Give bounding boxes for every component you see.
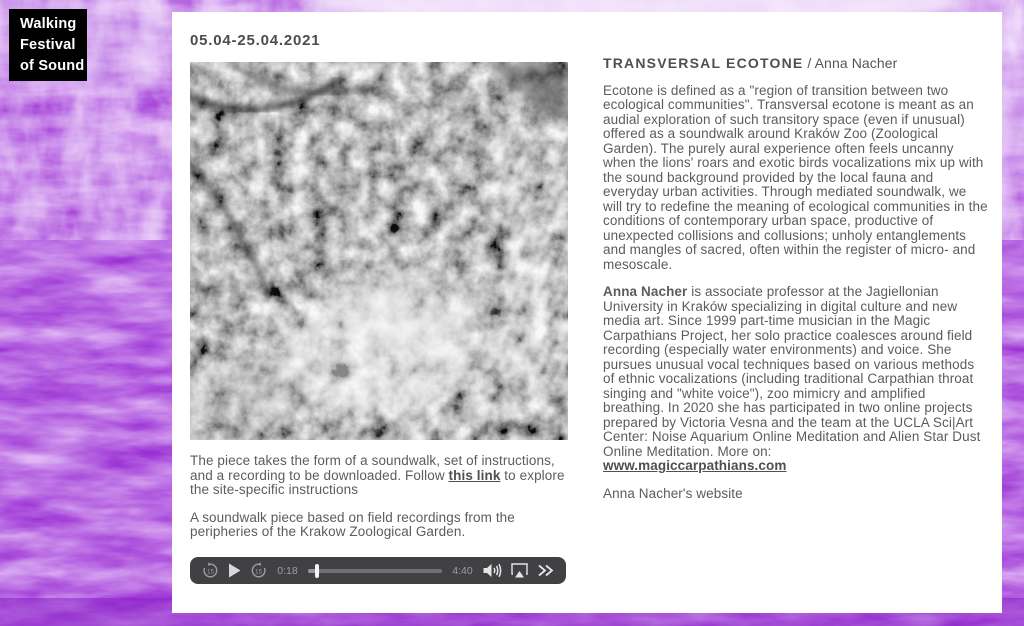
skip-back-15-label: 15 [207, 568, 214, 576]
logo-line-1: Walking [20, 16, 77, 32]
right-description [603, 56, 989, 501]
site-instructions-link[interactable]: this link [448, 467, 501, 483]
bio-paragraph [603, 285, 989, 474]
piece-title: TRANSVERSAL ECOTONE [603, 55, 804, 71]
artist-name: Anna Nacher [603, 284, 688, 299]
site-logo[interactable] [9, 9, 87, 81]
audio-player[interactable] [190, 557, 566, 584]
left-description [190, 454, 572, 553]
logo-line-2: Festival [20, 37, 76, 53]
magiccarpathians-link[interactable]: www.magiccarpathians.com [603, 458, 787, 473]
artist-website-link[interactable]: Anna Nacher's website [603, 485, 743, 501]
logo-line-3: of Sound [20, 58, 85, 74]
artwork-image [190, 62, 568, 440]
skip-forward-15-label: 15 [255, 568, 262, 576]
seek-bar[interactable] [308, 569, 442, 573]
seek-thumb[interactable] [315, 564, 319, 578]
left-paragraph-2: A soundwalk piece based on field recordings from the peripheries of the Krakow Zoological Garden. [190, 509, 515, 539]
playback-options-button[interactable] [537, 564, 554, 577]
artist-website-link-wrap [603, 487, 989, 502]
skip-back-15-button[interactable] [202, 562, 219, 579]
volume-button[interactable] [483, 563, 502, 578]
left-paragraph-1-tail: to explore the site-specific instructions [190, 467, 565, 497]
current-time: 0:18 [277, 564, 298, 577]
total-time: 4:40 [452, 564, 473, 577]
artwork-texture [190, 62, 568, 440]
piece-title-line [603, 56, 989, 71]
play-button[interactable] [228, 563, 241, 578]
left-paragraph-1-text: The piece takes the form of a soundwalk, set of instructions, and a recording to be downloaded. Follow [190, 453, 555, 483]
description-paragraph: Ecotone is defined as a "region of transition between two ecological communities". Transversal ecotone is meant as an audial exploration of such transitory space (even if unusual) offered as a soundwalk around Kraków Zoo (Zoological Garden). The purely aural experience often feels uncanny when the lions' roars and exotic birds vocalizations mix up with the sound background provided by the local fauna and everyday urban activities. Through mediated soundwalk, we will try to redefine the meaning of ecological communities in the conditions of contemporary urban space, productive of unexpected collisions and collusions; unholy entanglements and mangles of sacred, often within the register of micro- and mesoscale. [603, 82, 988, 272]
bio-text: is associate professor at the Jagiellonian University in Kraków specializing in digital culture and new media art. Since 1999 part-time musician in the Magic Carpathians Project, her solo practice coalesces around field recording (especially water environments) and voice. She pursues unusual vocal techniques based on various methods of ethnic vocalizations (including traditional Carpathian throat singing and "white voice"), zoo mimicry and amplified breathing. In 2020 she has participated in two online projects prepared by Victoria Vesna and the team at the UCLA Sci|Art Center: Noise Aquarium Online Meditation and Alien Star Dust Online Meditation. More on: [603, 284, 981, 459]
airplay-button[interactable] [511, 563, 528, 578]
left-paragraph-1 [190, 454, 572, 498]
piece-author: / Anna Nacher [803, 55, 898, 71]
skip-forward-15-button[interactable] [250, 562, 267, 579]
seek-bar-elapsed [308, 569, 317, 573]
content-card [172, 12, 1002, 613]
event-dates: 05.04-25.04.2021 [190, 32, 321, 49]
